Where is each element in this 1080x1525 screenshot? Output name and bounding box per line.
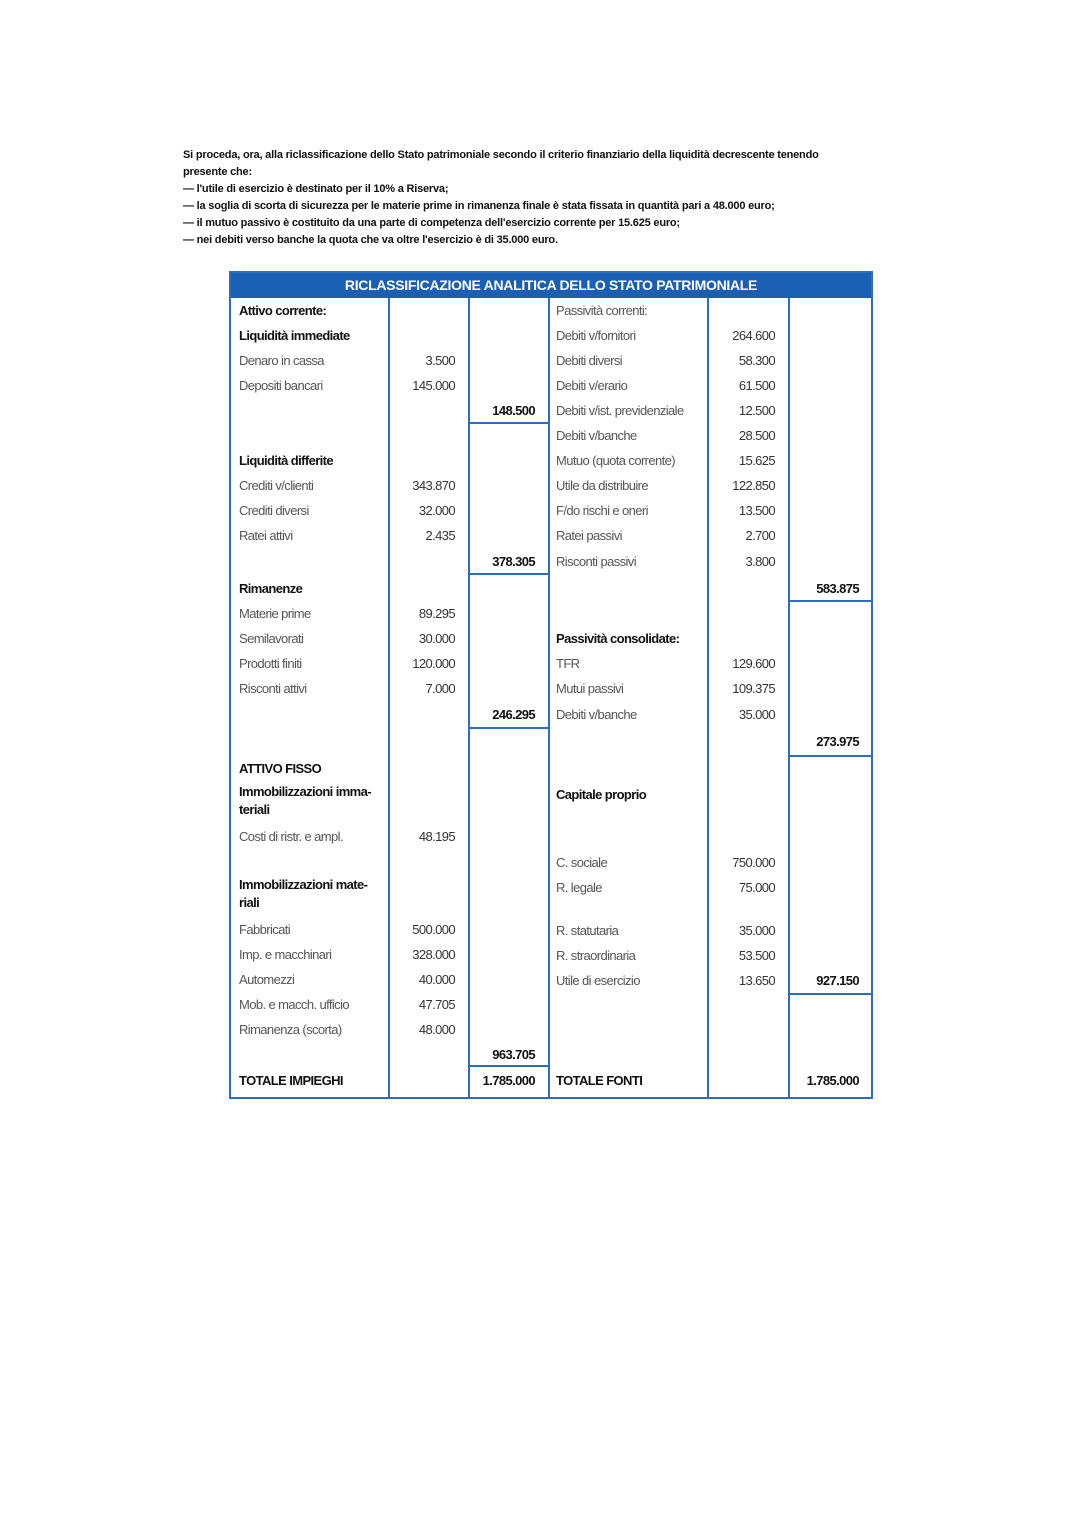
row-label: R. straordinaria (556, 948, 636, 963)
row-value: 13.500 (738, 503, 775, 518)
row-label: Prodotti finiti (239, 656, 302, 671)
subtotal-value: 963.705 (492, 1047, 535, 1062)
row-label: Rimanenza (scorta) (239, 1022, 342, 1037)
row-value: 2.700 (745, 528, 775, 543)
row-label: Ratei attivi (239, 528, 293, 543)
row-value: 58.300 (738, 353, 775, 368)
row-value: 3.800 (745, 554, 775, 569)
row-label: Mob. e macch. ufficio (239, 997, 349, 1012)
group-heading: riali (239, 895, 260, 910)
row-label: F/do rischi e oneri (556, 503, 648, 518)
row-value: 122.850 (732, 478, 775, 493)
subtotal-line (470, 727, 548, 729)
total-label: TOTALE FONTI (556, 1073, 643, 1088)
row-value: 32.000 (418, 503, 455, 518)
row-label: Mutui passivi (556, 681, 624, 696)
row-value: 750.000 (732, 855, 775, 870)
row-value: 264.600 (732, 328, 775, 343)
row-label: Denaro in cassa (239, 353, 324, 368)
section-heading: ATTIVO FISSO (239, 761, 322, 776)
row-value: 75.000 (738, 880, 775, 895)
subtotal-line (470, 422, 548, 424)
section-heading: Attivo corrente: (239, 303, 327, 318)
subtotal-line (790, 755, 871, 757)
row-label: Debiti v/ist. previdenziale (556, 403, 684, 418)
row-value: 500.000 (412, 922, 455, 937)
row-label: Debiti v/banche (556, 707, 637, 722)
row-value: 48.195 (418, 829, 455, 844)
row-label: Crediti diversi (239, 503, 309, 518)
subtotal-line (790, 993, 871, 995)
row-label: Mutuo (quota corrente) (556, 453, 676, 468)
row-value: 53.500 (738, 948, 775, 963)
subtotal-value: 378.305 (492, 554, 535, 569)
row-value: 12.500 (738, 403, 775, 418)
row-value: 109.375 (732, 681, 775, 696)
row-value: 15.625 (738, 453, 775, 468)
total-value: 1.785.000 (482, 1073, 535, 1088)
row-value: 328.000 (412, 947, 455, 962)
row-value: 343.870 (412, 478, 455, 493)
column-divider (548, 298, 550, 1099)
row-label: Automezzi (239, 972, 295, 987)
subtotal-value: 583.875 (816, 581, 859, 596)
group-heading: Liquidità immediate (239, 328, 350, 343)
row-label: Risconti passivi (556, 554, 636, 569)
row-label: Utile di esercizio (556, 973, 640, 988)
row-label: Semilavorati (239, 631, 304, 646)
column-divider (468, 298, 470, 1099)
row-label: Debiti v/banche (556, 428, 637, 443)
intro-line: Si proceda, ora, alla riclassificazione dello Stato patrimoniale secondo il criterio finanziario della liquidità decrescente tenendo (183, 149, 819, 161)
row-label: Ratei passivi (556, 528, 622, 543)
row-label: Costi di ristr. e ampl. (239, 829, 343, 844)
column-divider (707, 298, 709, 1099)
row-label: R. statutaria (556, 923, 619, 938)
section-heading: Passività correnti: (556, 303, 648, 318)
group-heading: teriali (239, 802, 270, 817)
total-label: TOTALE IMPIEGHI (239, 1073, 343, 1088)
row-label: Crediti v/clienti (239, 478, 314, 493)
column-divider (388, 298, 390, 1099)
group-heading: Immobilizzazioni imma- (239, 784, 371, 799)
subtotal-line (470, 573, 548, 575)
table-title: RICLASSIFICAZIONE ANALITICA DELLO STATO PATRIMONIALE (231, 273, 871, 298)
row-value: 35.000 (738, 923, 775, 938)
row-value: 30.000 (418, 631, 455, 646)
subtotal-value: 273.975 (816, 734, 859, 749)
row-value: 7.000 (425, 681, 455, 696)
row-value: 2.435 (425, 528, 455, 543)
row-value: 61.500 (738, 378, 775, 393)
row-value: 28.500 (738, 428, 775, 443)
row-value: 89.295 (418, 606, 455, 621)
row-label: C. sociale (556, 855, 608, 870)
row-value: 120.000 (412, 656, 455, 671)
subtotal-line (790, 600, 871, 602)
row-label: Risconti attivi (239, 681, 307, 696)
row-label: TFR (556, 656, 580, 671)
row-value: 35.000 (738, 707, 775, 722)
subtotal-value: 148.500 (492, 403, 535, 418)
intro-line: — l'utile di esercizio è destinato per il 10% a Riserva; (183, 183, 449, 195)
row-label: Debiti v/erario (556, 378, 628, 393)
group-heading: Rimanenze (239, 581, 303, 596)
row-value: 3.500 (425, 353, 455, 368)
intro-text (183, 147, 903, 249)
row-label: Debiti v/fornitori (556, 328, 636, 343)
row-value: 48.000 (418, 1022, 455, 1037)
row-label: Fabbricati (239, 922, 291, 937)
row-value: 47.705 (418, 997, 455, 1012)
intro-line: — nei debiti verso banche la quota che va oltre l'esercizio è di 35.000 euro. (183, 234, 558, 246)
balance-sheet-table (229, 271, 873, 1099)
row-label: Utile da distribuire (556, 478, 649, 493)
row-label: Debiti diversi (556, 353, 623, 368)
row-value: 129.600 (732, 656, 775, 671)
group-heading: Immobilizzazioni mate- (239, 877, 368, 892)
intro-line: — la soglia di scorta di sicurezza per le materie prime in rimanenza finale è stata fissata in quantità pari a 48.000 euro; (183, 200, 775, 212)
subtotal-value: 927.150 (816, 973, 859, 988)
row-label: R. legale (556, 880, 602, 895)
row-label: Imp. e macchinari (239, 947, 332, 962)
intro-line: — il mutuo passivo è costituito da una parte di competenza dell'esercizio corrente per 15.625 euro; (183, 217, 680, 229)
group-heading: Liquidità differite (239, 453, 334, 468)
total-value: 1.785.000 (806, 1073, 859, 1088)
intro-line: presente che: (183, 166, 252, 178)
subtotal-value: 246.295 (492, 707, 535, 722)
row-label: Materie prime (239, 606, 311, 621)
row-label: Depositi bancari (239, 378, 323, 393)
row-value: 145.000 (412, 378, 455, 393)
column-divider (788, 298, 790, 1099)
section-heading: Capitale proprio (556, 787, 647, 802)
row-value: 40.000 (418, 972, 455, 987)
row-value: 13.650 (738, 973, 775, 988)
section-heading: Passività consolidate: (556, 631, 680, 646)
